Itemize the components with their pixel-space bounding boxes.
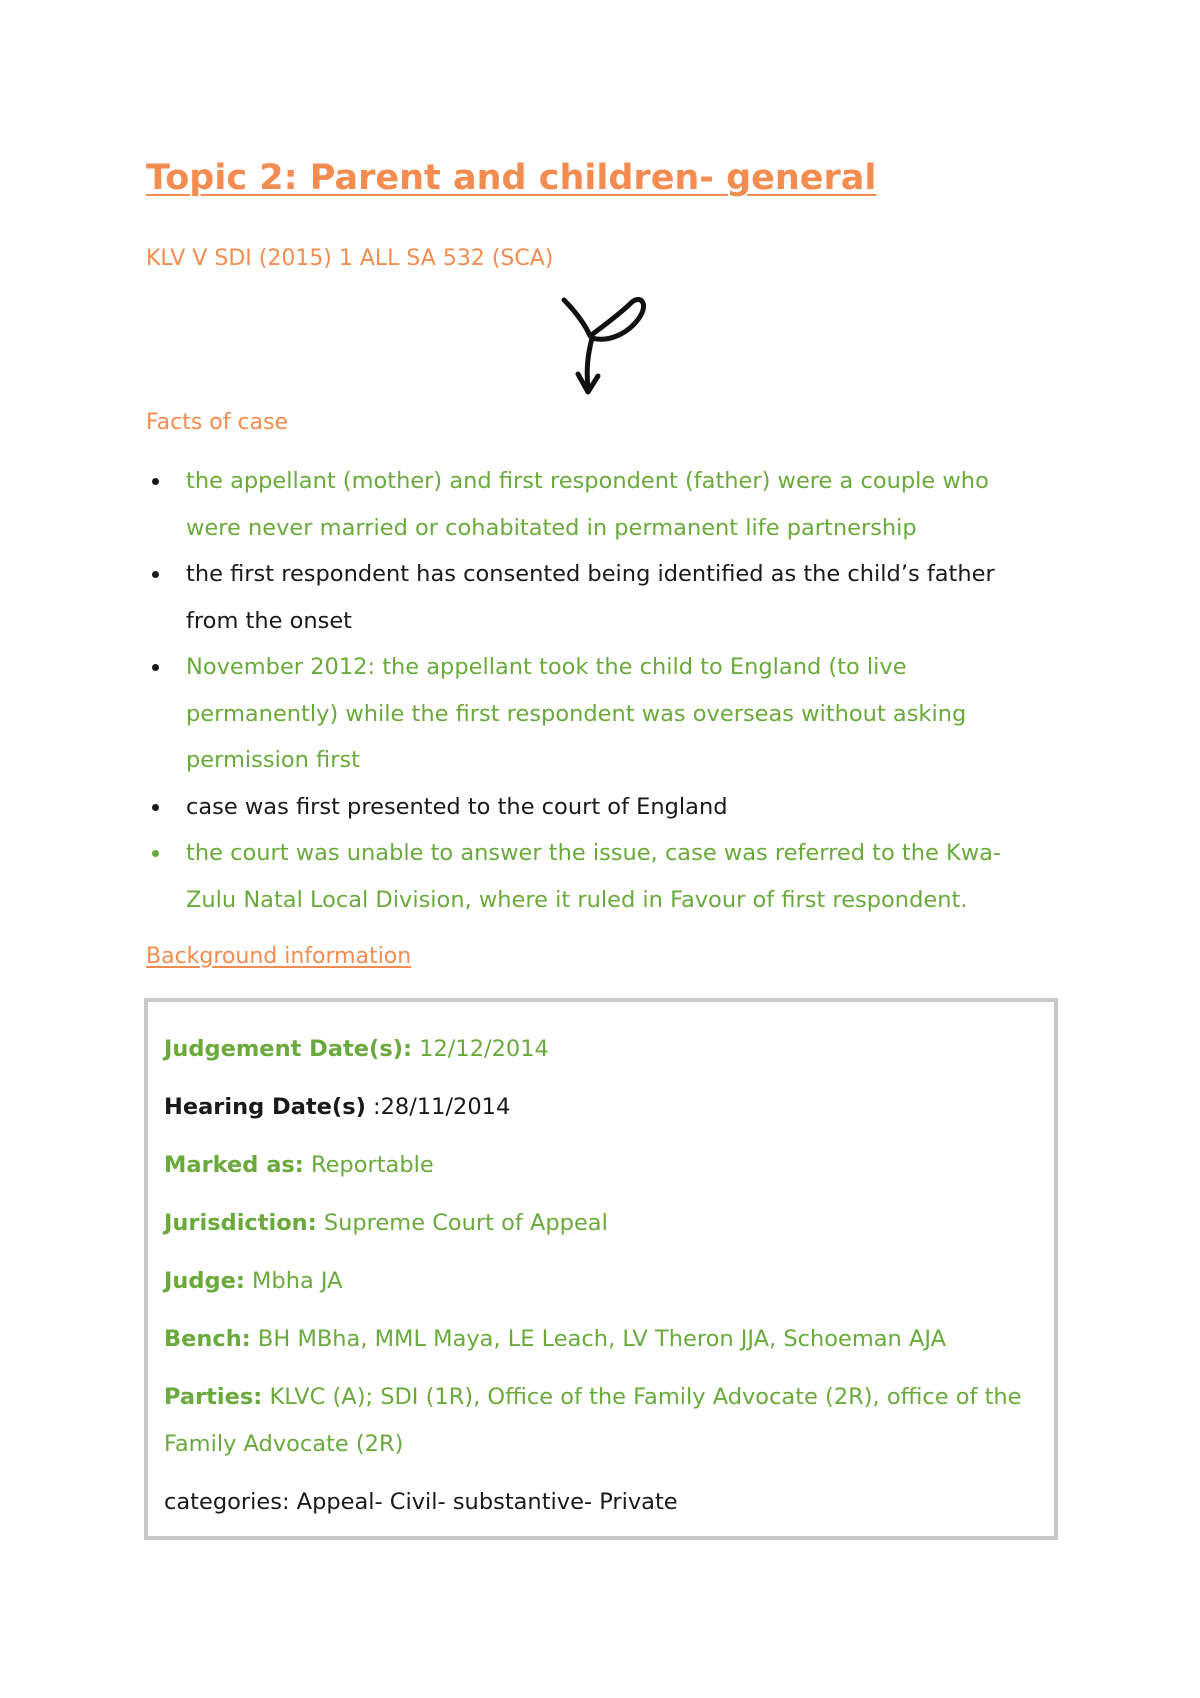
bullet-icon [152, 664, 159, 671]
fact-text: the first respondent has consented being identified as the child’s father from the onset [186, 561, 995, 634]
parties-row [164, 1374, 1044, 1468]
judge-row [164, 1258, 1044, 1305]
marked-as-label: Marked as: [164, 1152, 304, 1178]
fact-text: the appellant (mother) and first respondent (father) were a couple who were never married or cohabitated in permanent life partnership [186, 468, 989, 541]
fact-item [146, 551, 1046, 644]
fact-text: case was first presented to the court of England [186, 793, 728, 820]
bullet-icon [152, 478, 159, 485]
bullet-icon [152, 804, 159, 811]
fact-item [146, 784, 1046, 831]
jurisdiction-row [164, 1200, 1044, 1247]
case-citation: KLV V SDI (2015) 1 ALL SA 532 (SCA) [146, 246, 554, 271]
fact-item [146, 830, 1046, 923]
parties-label: Parties: [164, 1384, 263, 1410]
judgement-date-row [164, 1026, 1044, 1073]
hearing-date-label: Hearing Date(s) [164, 1094, 366, 1120]
bullet-icon [152, 571, 159, 578]
marked-as-value: Reportable [303, 1152, 434, 1178]
judgement-date-value: 12/12/2014 [412, 1036, 549, 1062]
female-symbol-icon [558, 292, 646, 396]
hearing-date-row [164, 1084, 1044, 1131]
categories-value: categories: Appeal- Civil- substantive- Private [164, 1489, 678, 1515]
facts-heading: Facts of case [146, 410, 289, 435]
facts-list [146, 458, 1046, 923]
background-info-box [144, 998, 1058, 1540]
hearing-date-value: :28/11/2014 [365, 1094, 511, 1120]
judge-value: Mbha JA [244, 1268, 343, 1294]
judgement-date-label: Judgement Date(s): [164, 1036, 413, 1062]
fact-text: the court was unable to answer the issue, case was referred to the Kwa-Zulu Natal Local Division, where it ruled in Favour of first respondent. [186, 840, 1002, 913]
bench-row [164, 1316, 1044, 1363]
bullet-icon [152, 850, 159, 857]
fact-item [146, 458, 1046, 551]
jurisdiction-value: Supreme Court of Appeal [316, 1210, 608, 1236]
bench-value: BH MBha, MML Maya, LE Leach, LV Theron JJA, Schoeman AJA [250, 1326, 946, 1352]
marked-as-row [164, 1142, 1044, 1189]
background-info-rows [164, 1026, 1044, 1537]
parties-value: KLVC (A); SDI (1R), Office of the Family Advocate (2R), office of the Family Advocate (2R) [164, 1384, 1022, 1457]
page-title: Topic 2: Parent and children- general [146, 158, 877, 198]
fact-item [146, 644, 1046, 784]
judge-label: Judge: [164, 1268, 245, 1294]
categories-row [164, 1479, 1044, 1526]
jurisdiction-label: Jurisdiction: [164, 1210, 317, 1236]
bench-label: Bench: [164, 1326, 251, 1352]
background-heading: Background information [146, 944, 412, 969]
fact-text: November 2012: the appellant took the child to England (to live permanently) while the first respondent was overseas without asking permission first [186, 654, 967, 773]
